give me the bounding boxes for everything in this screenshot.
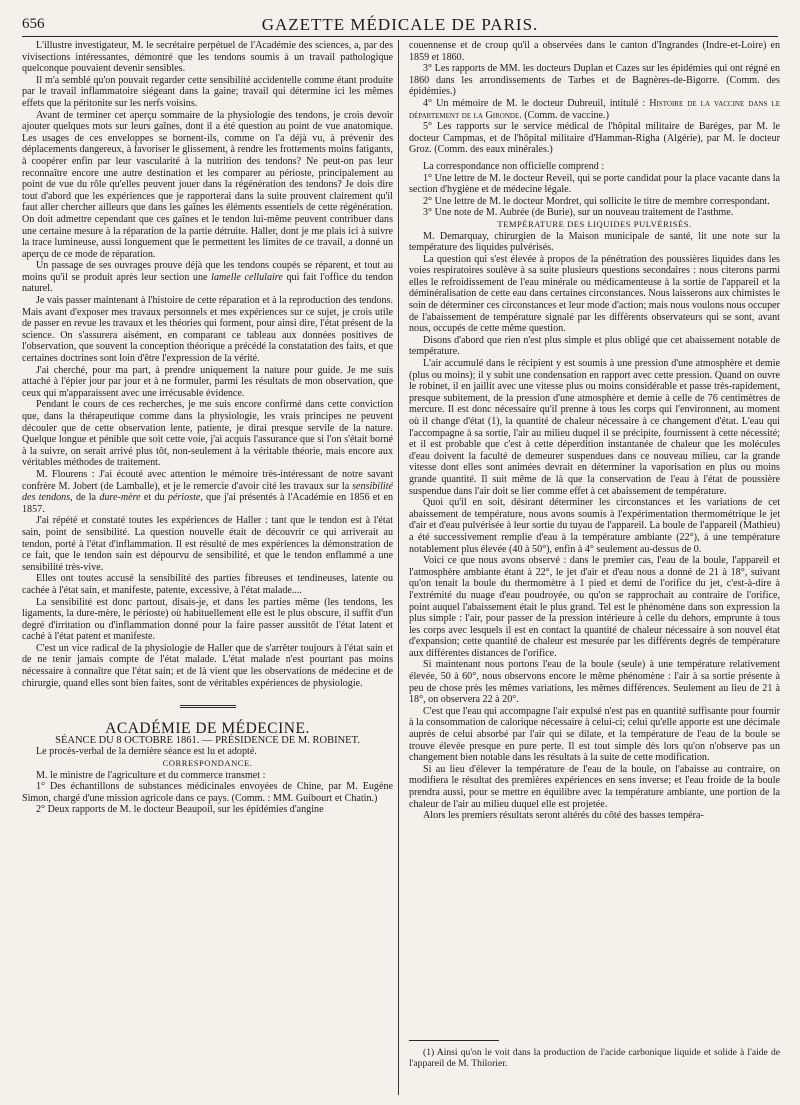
paragraph: L'illustre investigateur, M. le secrétaire perpétuel de l'Académie des sciences, a, par des vivisections intéressantes, démontré que les tendons soumis à un travail pathologique quelconque pouvaient devenir sensibles.: [22, 40, 393, 75]
list-item: 1° Des échantillons de substances médicinales envoyées de Chine, par M. Eugène Simon, chargé d'une mission agricole dans ce pays. (Comm. : MM. Guibourt et Chatin.): [22, 781, 393, 804]
paragraph: Avant de terminer cet aperçu sommaire de la physiologie des tendons, je crois devoir ajouter quelques mots sur leurs gaînes, dont il a été question au point de vue anatomique. Les usages de ces enveloppes se bornent-ils, comme on l'a déjà vu, à prévenir des déplacements dangereux, à favoriser le glissement, à rendre les frottements moins fatigants, à coopérer enfin par leur vascularité à la nutrition des tendons? Ne peut-on pas leur reconnaître encore une autre destination et les comparer au périoste, principalement au point de vue du rôle qu'elles peuvent jouer dans la régénération des tendons? Je dois dire tout d'abord que les expériences que je rapporterai dans la suite prouvent clairement qu'il faut aller chercher ailleurs que dans les gaînes les éléments essentiels de cette régénération. On doit admettre cependant que ces gaînes et le tendon lui-même peuvent contribuer dans une certaine mesure à la réparation de la partie détruite. Haller, dont je me plais ici à suivre la trace lumineuse, aussi longuement que le permettent les limites de ce travail, a donné un aperçu de ce mode de réparation.: [22, 109, 393, 260]
text-run: . (Comm. de vaccine.): [519, 109, 609, 121]
paragraph: La correspondance non officielle comprend :: [423, 160, 605, 172]
section-divider: [180, 705, 236, 709]
column-divider: [398, 40, 399, 1095]
text-run: M. Flourens : J'ai écouté avec attention le mémoire très-intéressant de notre savant confrère M. Jobert (de Lamballe), et je le remercie d'avoir cité les travaux sur la: [22, 468, 393, 492]
page-header: [22, 14, 778, 37]
emphasis: dure-mère: [99, 492, 141, 504]
subsection-title: CORRESPONDANCE.: [162, 758, 253, 769]
list-item: 2° Une lettre de M. le docteur Mordret, qui sollicite le titre de membre correspondant.: [423, 195, 770, 207]
list-item: 3° Une note de M. Aubrée (de Burie), sur un nouveau traitement de l'asthme.: [423, 207, 734, 219]
paragraph: Disons d'abord que rien n'est plus simple et plus obligé que cet abaissement notable de température.: [409, 334, 780, 358]
paragraph: Pendant le cours de ces recherches, je me suis encore confirmé dans cette conviction que, dans la thérapeutique comme dans la physiologie, les vrais principes ne peuvent découler que de cette observation lente, patiente, je dirai presque servile de la nature. Quelque longue et pénible que soit cette voie, j'ai acquis l'assurance que si l'on s'était borné à la suivre, on serait arrivé plus tôt, non-seulement à la véritable théorie, mais encore aux véritables méthodes de traitement.: [22, 399, 393, 469]
emphasis: périoste: [167, 492, 201, 504]
emphasis: Histoire de la vaccine dans le département de la Gironde: [409, 97, 780, 121]
subsection-title: TEMPÉRATURE DES LIQUIDES PULVÉRISÉS.: [497, 218, 692, 229]
paragraph: Si au lieu d'élever la température de l'eau de la boule, on l'abaisse au contraire, on modifiera le résultat des premières expériences en sens inverse; et l'eau froide de la boule prendra aussi, pour se mettre en équilibre avec la température ambiante, une portion de la chaleur de l'air au milieu duquel elle est projetée.: [409, 763, 780, 810]
session-heading: SÉANCE DU 8 OCTOBRE 1861. — PRÉSIDENCE DE M. ROBINET.: [55, 734, 360, 746]
emphasis: lamelle cellulaire: [211, 271, 283, 283]
list-item: 1° Une lettre de M. le docteur Reveil, qui se porte candidat pour la place vacante dans la section d'hygiène et de médecine légale.: [409, 172, 780, 196]
list-item: 3° Les rapports de MM. les docteurs Duplan et Cazes sur les épidémies qui ont régné en 1860 dans les arrondissements de Tarbes et de Bagnères-de-Bigorre. (Comm. des épidémies.): [409, 63, 780, 98]
list-item: [409, 98, 780, 121]
paragraph: C'est un vice radical de la physiologie de Haller que de s'arrêter toujours à l'état sain et de ne tenir jamais compte de l'état malade. L'état malade n'est pourtant pas moins nécessaire à connaître que l'état sain; et de là vient que les observations de médecine et de chirurgie, quand elles sont bien faites, sont de véritables expériences de physiologie.: [22, 642, 393, 689]
footnote: (1) Ainsi qu'on le voit dans la production de l'acide carbonique liquide et solide à l'aide de l'appareil de M. Thilorier.: [409, 1047, 780, 1069]
footnote-divider: [409, 1040, 499, 1041]
list-item: 2° Deux rapports de M. le docteur Beaupoil, sur les épidémies d'angine: [36, 804, 324, 816]
emphasis: sensibilité des tendons: [22, 480, 393, 504]
paragraph: couennense et de croup qu'il a observées dans le canton d'Ingrandes (Indre-et-Loire) en 1859 et 1860.: [409, 40, 780, 63]
text-run: Un passage de ses ouvrages prouve déjà que les tendons coupés se réparent, et tout au moins qu'il se produit après leur section une: [22, 260, 393, 283]
paragraph: Si maintenant nous portons l'eau de la boule (seule) à une température relativement élevée, 50 à 60°, nous observons encore le même phénomène : l'air à sa sortie présente à peu de chose près les mêmes variations, les mêmes différences. Seulement au lieu de 21 à 18°, on observera 22 à 20°.: [409, 659, 780, 706]
paragraph: Il m'a semblé qu'on pouvait regarder cette sensibilité accidentelle comme étant produite par le travail inflammatoire siégeant dans la gaine; travail qui détermine ici les mêmes effets que la péritonite sur les nerfs voisins.: [22, 74, 393, 109]
paragraph: L'air accumulé dans le récipient y est soumis à une pression d'une atmosphère et demie (plus ou moins); il y subit une condensation en rapport avec cette pression. Quand on ouvre le robinet, il en jaillit avec une vitesse plus ou moins considérable et passe très-rapidement, presque subitement, de la pression d'une atmosphère et demie à celle de 76 centimètres de mercure. Il est donc nécessaire qu'il prenne à tous les corps qui l'environnent, au moment où il change d'état (1), la quantité de chaleur nécessaire à ce changement d'état. L'eau qui l'accompagne à sa sortie, l'air au milieu duquel il se précipite, fournissent à cette nécessité; et il est probable que c'est à cette déperdition instantanée de chaleur que les molécules d'eau doivent la faculté de demeurer suspendues dans ce nouveau milieu, car la grande vitesse dont elles sont animées devrait en déterminer la vaporisation en plus ou moins grande quantité. Il suit même de là que la conservation de l'eau à l'état de poussière suspendue dans l'air doit se lier comme effet à cet abaissement de température.: [409, 358, 780, 497]
paragraph: Alors les premiers résultats seront altérés du côté des basses tempéra-: [423, 810, 704, 822]
section-title: ACADÉMIE DE MÉDECINE.: [105, 720, 310, 738]
journal-title: GAZETTE MÉDICALE DE PARIS.: [261, 15, 539, 34]
paragraph: La question qui s'est élevée à propos de la pénétration des poussières liquides dans les voies respiratoires soulève à sa suite plusieurs questions secondaires : nous citerons parmi elles le refroidissement de l'eau minérale ou médicamenteuse à la sortie de l'appareil et la déminéralisation de cette eau dans certaines circonstances. Nous laisserons aux chimistes le soin de déterminer ces circonstances et leur mode d'action; mais nous voulons nous occuper de l'abaissement de température signalé par les différents observateurs qui se sont, avant nous, occupés de cette même question.: [409, 253, 780, 335]
paragraph: Le procès-verbal de la dernière séance est lu et adopté.: [36, 746, 257, 758]
paragraph: J'ai répété et constaté toutes les expériences de Haller : tant que le tendon est à l'état sain, point de sensibilité. La question nouvelle était de découvrir ce qui arriverait au tendon, porté à l'état d'inflammation. Il est résulté de mes expériences la démonstration de ce fait, que le tendon sain est dépourvu de sensibilité, et que le tendon enflammé a une sensibilité très-vive.: [22, 515, 393, 573]
paragraph: [22, 469, 393, 515]
paragraph: M. le ministre de l'agriculture et du commerce transmet :: [36, 769, 266, 781]
text-run: et du: [140, 492, 168, 504]
page-number: 656: [22, 16, 45, 32]
left-column: [22, 40, 393, 1098]
paragraph: Voici ce que nous avons observé : dans le premier cas, l'eau de la boule, l'appareil et l'atmosphère ambiante étant à 22°, le jet d'air et d'eau nous a donné de 21 à 18°, suivant qu'on tenait la boule du thermomètre à 1 pied et demi de l'orifice du jet, c'est-à-dire à l'extrémité du nuage d'eau poudroyée, ou qu'on se rapprochait au contraire de l'orifice, point auquel l'abaissement était le plus grand. Tel est le phénomène dans son expression la plus simple : l'air, pour passer de la pression intérieure à celle du dehors, emprunte à tous les corps avec lesquels il est en contact la quantité de chaleur nécessaire à son nouvel état d'expansion; cette quantité de chaleur est mesurée par les différents degrés de température aux différentes distances de l'orifice.: [409, 555, 780, 659]
text-run: , que j'ai présentés à l'Académie en 1856 et en 1857.: [22, 492, 393, 515]
paragraph: Quoi qu'il en soit, désirant déterminer les circonstances et les variations de cet abaissement de température, nous avons soumis à l'expérimentation thermométrique le jet d'air et d'eau pulvérisée à leur sortie du tuyau de l'appareil. La boule de l'appareil (Mathieu) a été successivement remplie d'eau à la température ambiante (22°), à une température notablement plus élevée (40 à 50°), enfin à 4° seulement au-dessus de 0.: [409, 497, 780, 555]
paragraph: Je vais passer maintenant à l'histoire de cette réparation et à la reproduction des tendons. Mais avant d'exposer mes travaux personnels et mes expériences sur ce sujet, je crois utile de passer en revue les travaux et les théories qui forment, pour ainsi dire, l'état présent de la science. On s'assurera aisément, en comparant ce tableau aux données positives de l'observation, que souvent la conception théorique a précédé la constatation des faits, et que certaines doctrines sont loin d'être l'expression de la vérité.: [22, 295, 393, 365]
paragraph: [22, 260, 393, 295]
paragraph: J'ai cherché, pour ma part, à prendre uniquement la nature pour guide. Je me suis attaché à l'épier jour par jour et à ne formuler, parmi les résultats de mon observation, que ceux qui m'apparaissent avec une irrécusable évidence.: [22, 364, 393, 399]
paragraph: M. Demarquay, chirurgien de la Maison municipale de santé, lit une note sur la température des liquides pulvérisés.: [409, 230, 780, 254]
paragraph: La sensibilité est donc partout, disais-je, et dans les parties même (les tendons, les ligaments, la dure-mère, le périoste) où habituellement elle est le plus obscure, il suffit d'un degré d'irritation ou d'inflammation donné pour la faire passer aussitôt de l'état latent et caché à l'état patent et manifeste.: [22, 596, 393, 643]
paragraph: C'est que l'eau qui accompagne l'air expulsé n'est pas en quantité suffisante pour fournir à la consommation de calorique nécessaire à celui-ci; celui qu'elle apporte est une décimale auprès de celui absorbé par l'air qui se dilate, et la température de l'eau de la boule se trouve élevée presque en pure perte. Il est tout simple dès lors qu'on n'observe pas un changement bien notable dans les résultats à la suite de cette modification.: [409, 705, 780, 764]
list-item: 5° Les rapports sur le service médical de l'hôpital militaire de Baréges, par M. le docteur Campmas, et de l'hôpital militaire d'Hamman-Righa (Algérie), par M. le docteur Groz. (Comm. des eaux minérales.): [409, 121, 780, 156]
text-run: 4° Un mémoire de M. le docteur Dubreuil, intitulé :: [423, 97, 650, 109]
right-column: [409, 40, 780, 1098]
text-run: qui fait l'office du tendon naturel.: [22, 271, 393, 295]
text-run: , de la: [70, 492, 100, 504]
paragraph: Elles ont toutes accusé la sensibilité des parties fibreuses et tendineuses, latente ou cachée à l'état sain, et manifeste, patente, excessive, à l'état malade....: [22, 573, 393, 596]
